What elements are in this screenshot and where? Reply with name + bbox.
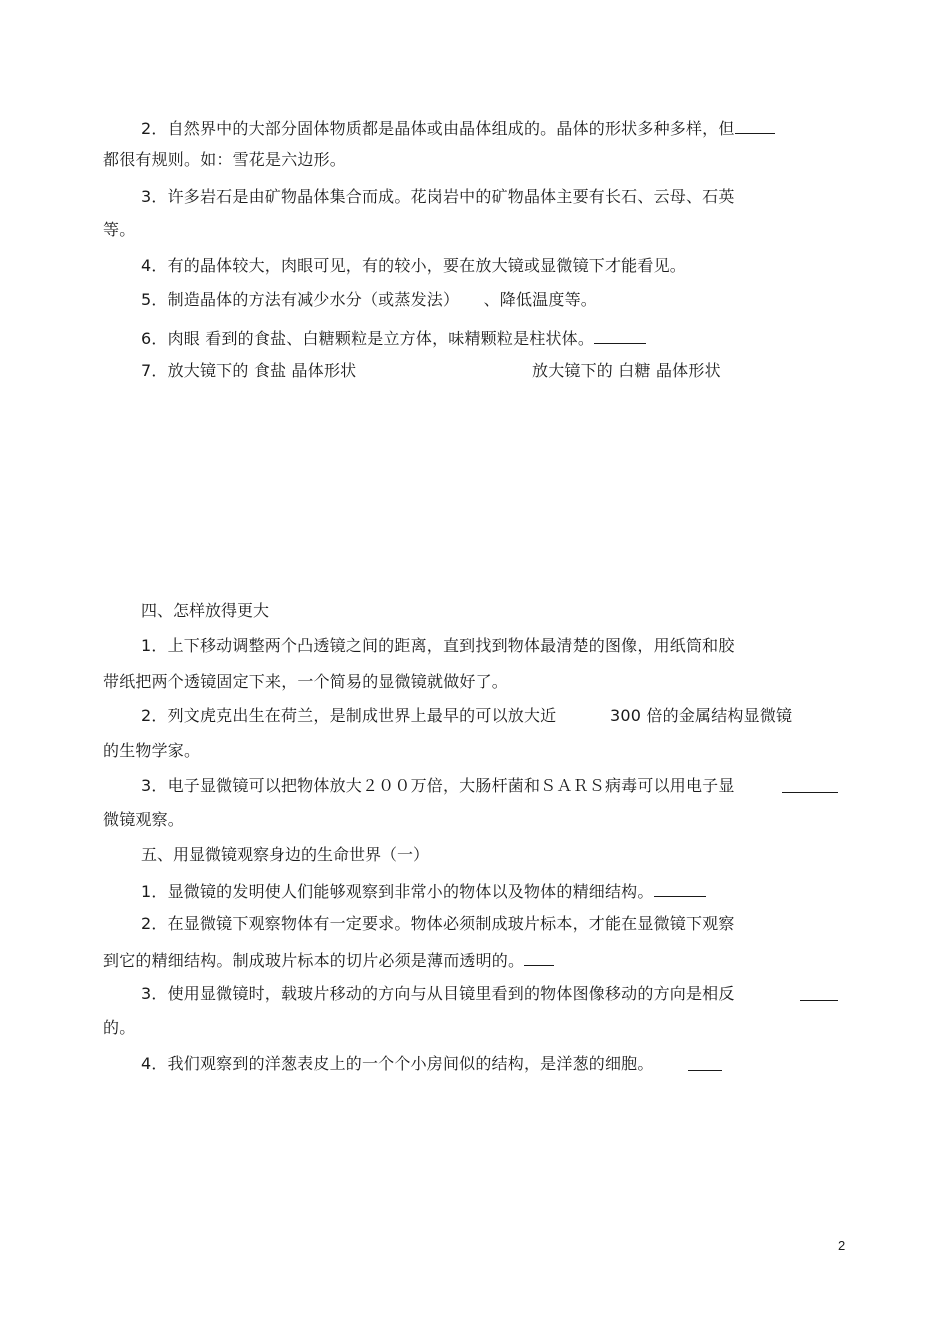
- text-line: 3．电子显微镜可以把物体放大２００万倍，大肠杆菌和ＳＡＲＳ病毒可以用电子显: [141, 776, 735, 795]
- item7-left-label: 7．放大镜下的 食盐 晶体形状: [141, 361, 357, 380]
- text-line: 1．显微镜的发明使人们能够观察到非常小的物体以及物体的精细结构。: [141, 880, 706, 902]
- answer-blank: [782, 776, 838, 798]
- text-line: 5．制造晶体的方法有减少水分（或蒸发法） 、降低温度等。: [141, 290, 597, 309]
- text-line: 3．许多岩石是由矿物晶体集合而成。花岗岩中的矿物晶体主要有长石、云母、石英: [141, 187, 735, 206]
- text-line: 6．肉眼 看到的食盐、白糖颗粒是立方体，味精颗粒是柱状体。: [141, 327, 646, 349]
- text-line: 都很有规则。如：雪花是六边形。: [103, 150, 347, 169]
- text-line: 微镜观察。: [103, 810, 185, 829]
- text-line: 到它的精细结构。制成玻片标本的切片必须是薄而透明的。: [103, 949, 554, 971]
- answer-blank: [688, 1054, 722, 1076]
- section-heading: 五、用显微镜观察身边的生命世界（一）: [141, 845, 430, 864]
- text-line: 1．上下移动调整两个凸透镜之间的距离，直到找到物体最清楚的图像，用纸筒和胶: [141, 636, 735, 655]
- text-line: 带纸把两个透镜固定下来，一个简易的显微镜就做好了。: [103, 672, 509, 691]
- text-line: 4．我们观察到的洋葱表皮上的一个个小房间似的结构，是洋葱的细胞。: [141, 1054, 654, 1073]
- answer-blank: [800, 984, 838, 1006]
- text-line: 的生物学家。: [103, 741, 201, 760]
- item7-right-label: 放大镜下的 白糖 晶体形状: [532, 361, 721, 380]
- text-line: 4．有的晶体较大，肉眼可见，有的较小，要在放大镜或显微镜下才能看见。: [141, 256, 686, 275]
- text-line: 2．自然界中的大部分固体物质都是晶体或由晶体组成的。晶体的形状多种多样，但: [141, 117, 775, 139]
- text-line: 2．列文虎克出生在荷兰，是制成世界上最早的可以放大近: [141, 706, 557, 725]
- text-line: 的。: [103, 1018, 136, 1037]
- text-line: 2．在显微镜下观察物体有一定要求。物体必须制成玻片标本，才能在显微镜下观察: [141, 914, 735, 933]
- page-number: 2: [838, 1238, 846, 1253]
- section-heading: 四、怎样放得更大: [141, 601, 270, 620]
- text-line: 300 倍的金属结构显微镜: [610, 706, 793, 725]
- text-line: 等。: [103, 220, 136, 239]
- text-line: 3．使用显微镜时，载玻片移动的方向与从目镜里看到的物体图像移动的方向是相反: [141, 984, 735, 1003]
